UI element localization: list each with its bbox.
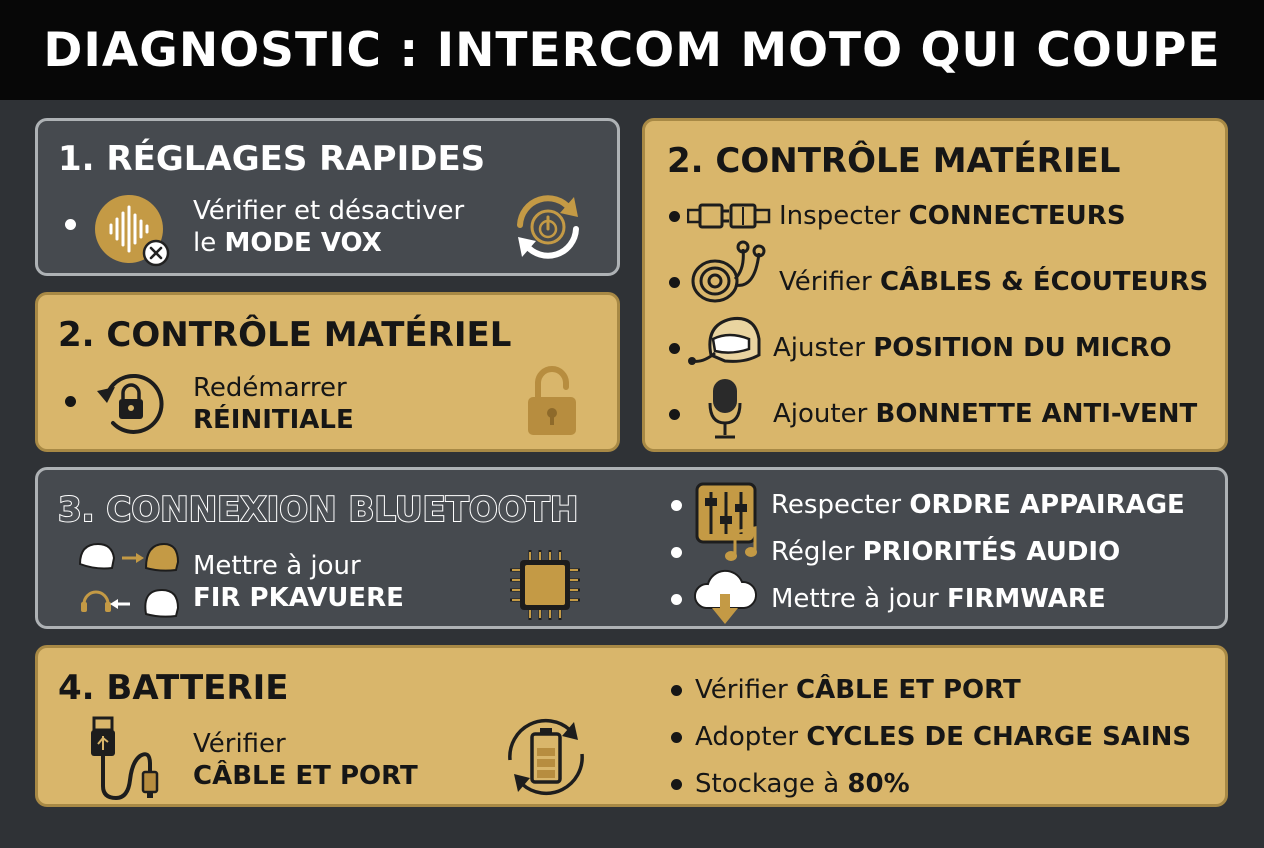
connector-text: Inspecter CONNECTEURS [779, 201, 1126, 231]
panel-title: 3. CONNEXION BLUETOOTH [58, 490, 579, 530]
bullet [671, 685, 682, 696]
earphones-cable-icon [689, 239, 773, 307]
page-title: DIAGNOSTIC : INTERCOM MOTO QUI COUPE [43, 22, 1221, 78]
helmet-pairing-icon [76, 538, 180, 620]
panel-quick-settings [35, 118, 620, 276]
chip-icon [508, 548, 582, 622]
bullet [671, 732, 682, 743]
usb-cable-icon [88, 716, 166, 802]
panel-title: 2. CONTRÔLE MATÉRIEL [667, 141, 1121, 181]
windscreen-text: Ajouter BONNETTE ANTI-VENT [773, 399, 1198, 429]
title-bar [0, 0, 1264, 100]
bullet [65, 396, 76, 407]
panel-title: 1. RÉGLAGES RAPIDES [58, 139, 486, 179]
battery-check-text: Vérifier CÂBLE ET PORT [193, 729, 418, 791]
bullet [669, 277, 680, 288]
vox-off-icon [93, 193, 171, 267]
charge-cycles-text: Adopter CYCLES DE CHARGE SAINS [695, 722, 1192, 752]
helmet-mic-icon [685, 311, 765, 371]
microphone-icon [707, 377, 743, 443]
cables-text: Vérifier CÂBLES & ÉCOUTEURS [779, 267, 1209, 297]
bullet [671, 594, 682, 605]
restart-text: Redémarrer RÉINITIALE [193, 373, 354, 435]
panel-hardware-check-left [35, 292, 620, 452]
music-note-icon [721, 524, 761, 564]
bullet [669, 211, 680, 222]
bullet [671, 779, 682, 790]
storage-text: Stockage à 80% [695, 769, 910, 799]
bullet [669, 343, 680, 354]
bullet [671, 547, 682, 558]
panel-hardware-check-right [642, 118, 1228, 452]
panel-bluetooth [35, 467, 1228, 629]
cloud-download-icon [692, 568, 758, 626]
restart-lock-icon [93, 365, 169, 441]
bullet [669, 409, 680, 420]
bullet [65, 219, 76, 230]
audio-priority-text: Régler PRIORITÉS AUDIO [771, 537, 1121, 567]
panel-title: 2. CONTRÔLE MATÉRIEL [58, 315, 512, 355]
connector-icon [687, 201, 773, 231]
power-cycle-icon [508, 189, 588, 265]
unlocked-padlock-icon [524, 365, 580, 437]
vox-text: Vérifier et désactiver le MODE VOX [193, 196, 465, 258]
firmware-text: Mettre à jour FIRMWARE [771, 584, 1106, 614]
battery-cycle-icon [500, 714, 592, 800]
update-text-left: Mettre à jour FIR PKAVUERE [193, 551, 404, 613]
pairing-order-text: Respecter ORDRE APPAIRAGE [771, 490, 1185, 520]
cable-port-text: Vérifier CÂBLE ET PORT [695, 675, 1021, 705]
panel-title: 4. BATTERIE [58, 668, 289, 708]
mic-position-text: Ajuster POSITION DU MICRO [773, 333, 1172, 363]
panel-battery [35, 645, 1228, 807]
bullet [671, 500, 682, 511]
